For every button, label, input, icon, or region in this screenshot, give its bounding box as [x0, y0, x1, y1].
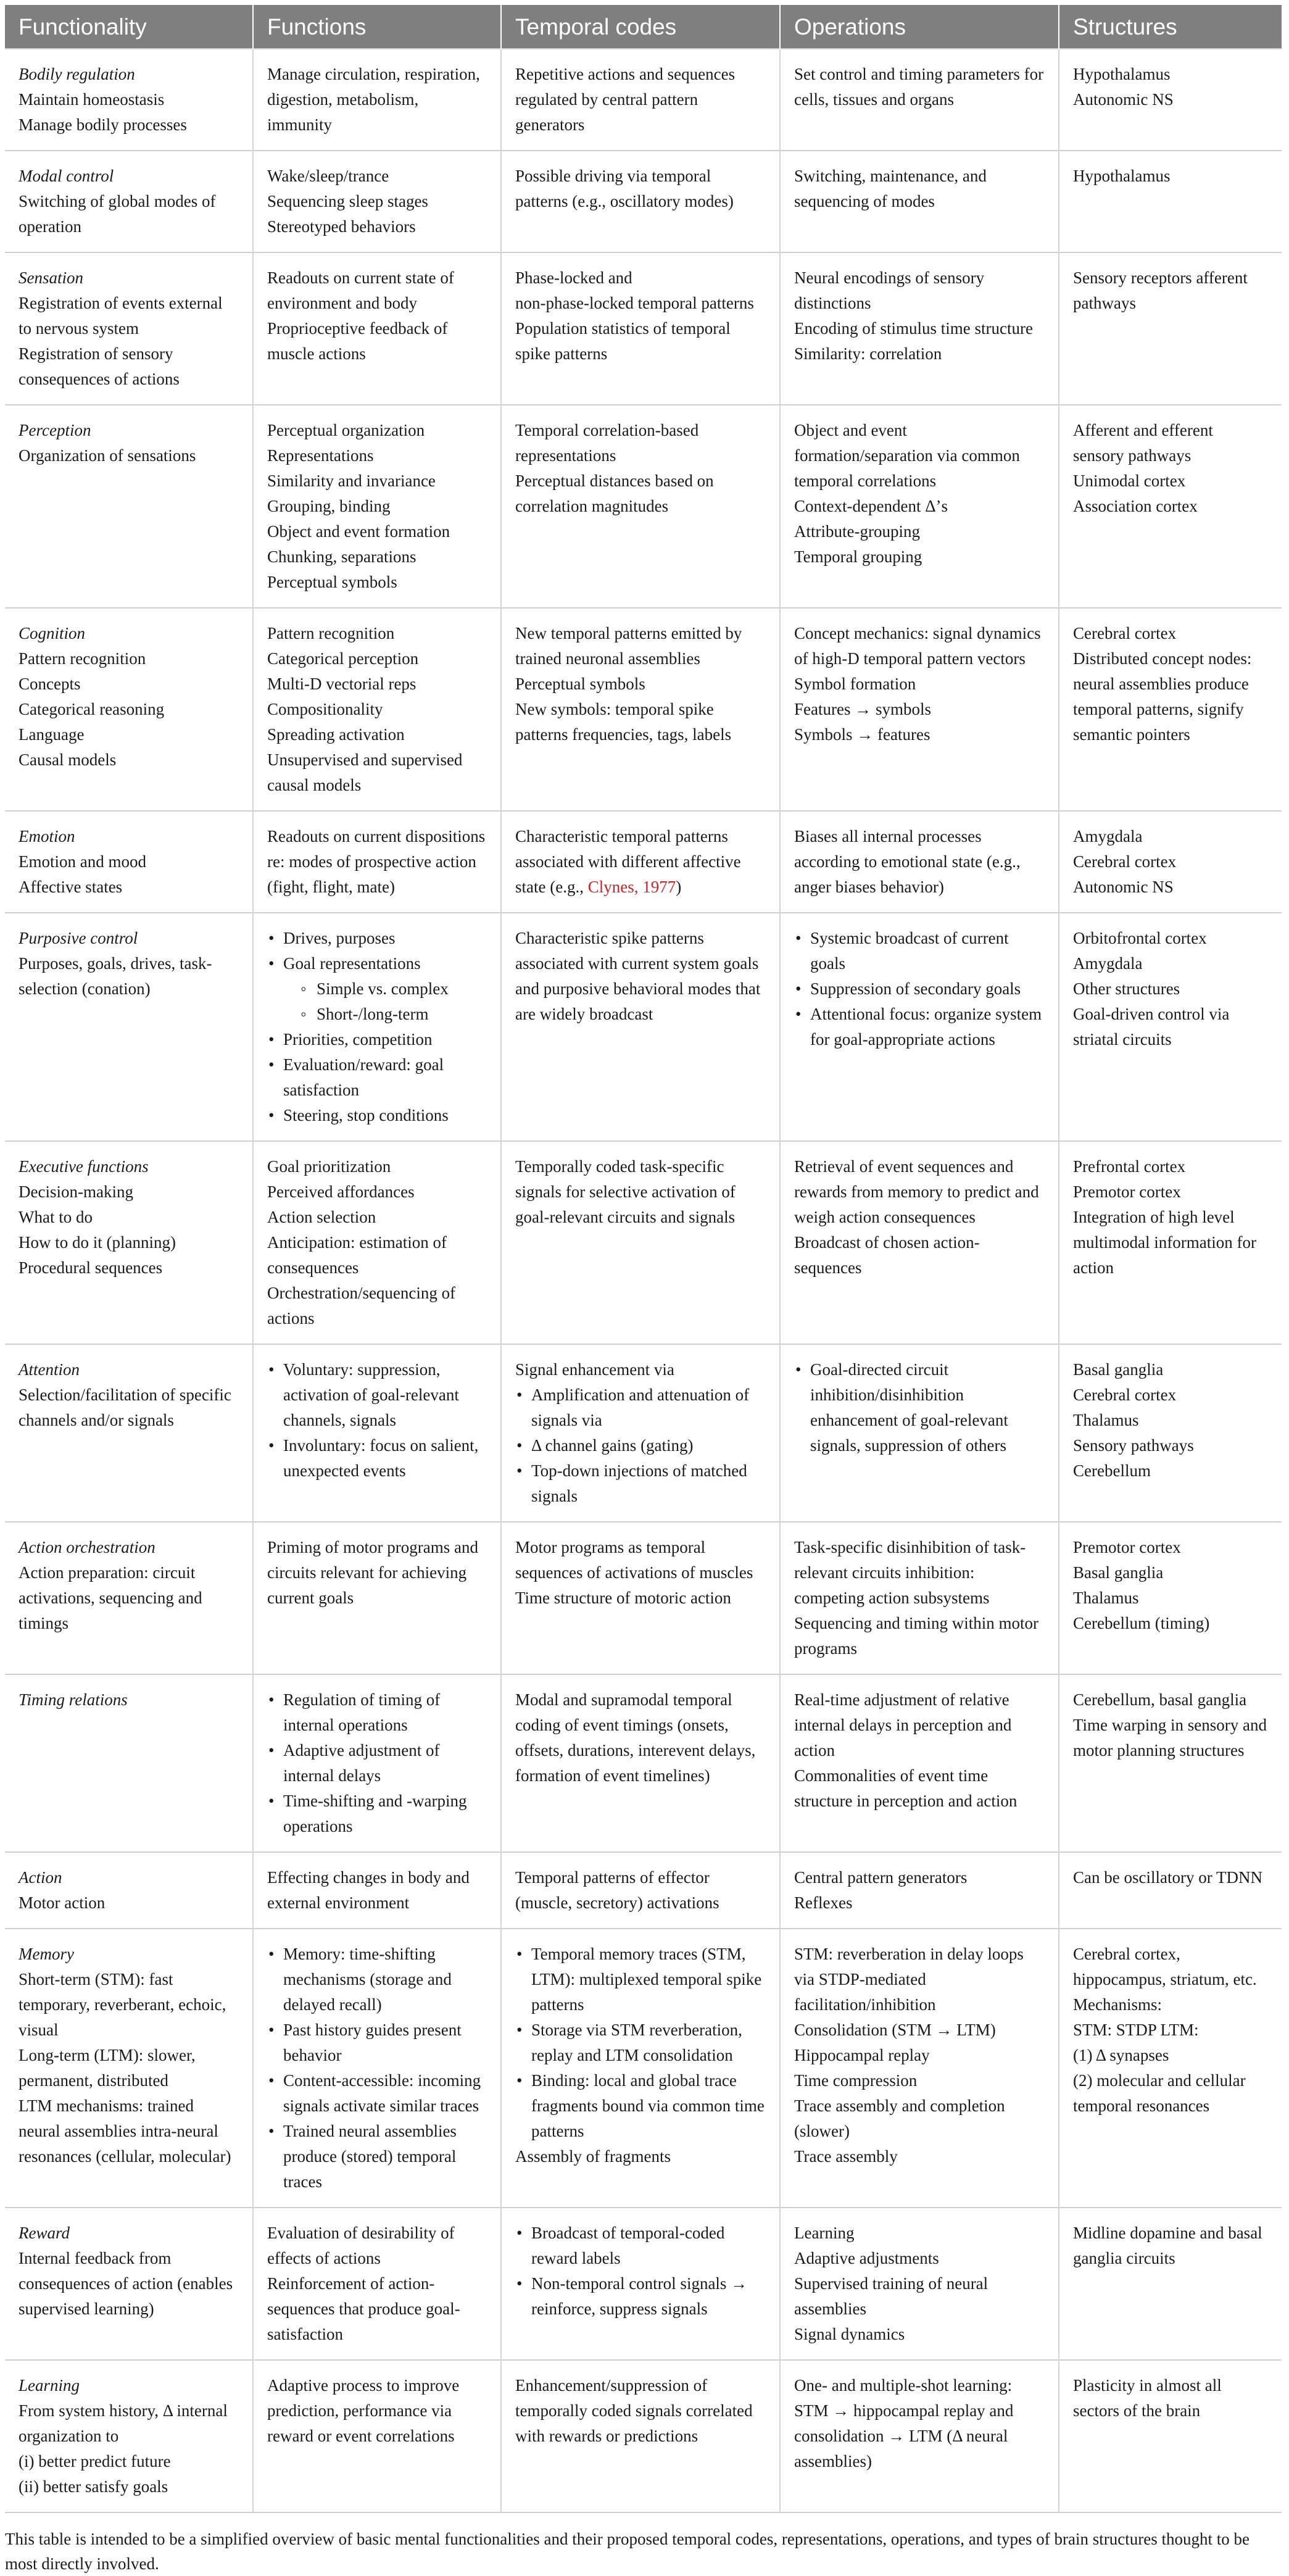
header-temporal-codes: Temporal codes — [501, 5, 780, 49]
cell-line: Autonomic NS — [1073, 878, 1174, 896]
cell-line: Assembly of fragments — [515, 2147, 671, 2166]
table-row — [5, 608, 1282, 811]
cell-structures — [1059, 151, 1282, 252]
cell-line: Temporal grouping — [794, 547, 922, 566]
cell-line: Concept mechanics: signal dynamics of high-D temporal pattern vectors — [794, 624, 1041, 668]
cell-line: Unsupervised and supervised causal models — [267, 750, 463, 794]
functionality-line: Pattern recognition — [19, 649, 146, 668]
cell-structures — [1059, 49, 1282, 151]
functionality-line: How to do it (planning) — [19, 1233, 176, 1252]
table-row — [5, 1674, 1282, 1852]
cell-line: Consolidation (STM → LTM) — [794, 2021, 996, 2039]
functionality-category: Perception — [19, 421, 91, 439]
cell-line: Commonalities of event time structure in perception and action — [794, 1766, 1018, 1810]
cell-line: Similarity: correlation — [794, 344, 942, 363]
header-functions: Functions — [253, 5, 501, 49]
cell-temporal-codes — [501, 2208, 780, 2360]
citation-link[interactable]: Clynes, 1977 — [587, 878, 676, 896]
functionality-category: Memory — [19, 1945, 74, 1963]
cell-operations — [780, 1674, 1059, 1852]
cell-functions — [253, 151, 501, 252]
cell-temporal-codes — [501, 1344, 780, 1522]
cell-line: Context-dependent Δ’s — [794, 497, 948, 515]
cell-line: Hypothalamus — [1073, 65, 1171, 83]
cell-line: Time structure of motoric action — [515, 1589, 731, 1607]
cell-text: ) — [676, 878, 682, 896]
cell-line: STM: STDP LTM: — [1073, 2021, 1199, 2039]
bullet-item: • Memory: time-shifting mechanisms (storage and delayed recall) — [267, 1942, 487, 2017]
cell-functionality — [5, 1674, 253, 1852]
functionality-line: Switching of global modes of operation — [19, 192, 216, 236]
table-header — [5, 5, 1282, 49]
cell-line: Set control and timing parameters for cells, tissues and organs — [794, 65, 1044, 109]
cell-line: Attribute-grouping — [794, 522, 920, 541]
functionality-line: Internal feedback from consequences of action (enables supervised learning) — [19, 2249, 233, 2318]
functionality-category: Action orchestration — [19, 1538, 155, 1556]
cell-operations — [780, 151, 1059, 252]
cell-line: Reinforcement of action-sequences that produce goal-satisfaction — [267, 2274, 460, 2343]
cell-line: Cerebellum, basal ganglia — [1073, 1690, 1247, 1709]
cell-line: Perceptual symbols — [267, 573, 397, 591]
cell-functionality — [5, 252, 253, 405]
cell-line: Temporal patterns of effector (muscle, secretory) activations — [515, 1868, 719, 1912]
cell-functionality — [5, 1344, 253, 1522]
cell-line: Pattern recognition — [267, 624, 395, 642]
cell-line: Characteristic spike patterns associated with current system goals and purposive behavioral modes that are widely broadcast — [515, 929, 761, 1023]
cell-line: Multi-D vectorial reps — [267, 675, 417, 693]
cell-line: Readouts on current state of environment and body — [267, 268, 454, 312]
bullet-item: • Broadcast of temporal-coded reward labels — [515, 2221, 766, 2271]
cell-functions — [253, 49, 501, 151]
bullet-item: • Goal-directed circuit inhibition/disinhibition enhancement of goal-relevant signals, suppression of others — [794, 1357, 1045, 1458]
cell-structures — [1059, 1344, 1282, 1522]
cell-line: Effecting changes in body and external environment — [267, 1868, 470, 1912]
cell-functionality — [5, 1852, 253, 1929]
cell-temporal-codes — [501, 1674, 780, 1852]
table-row — [5, 252, 1282, 405]
cell-line: Amygdala — [1073, 827, 1143, 846]
cell-line: Cerebral cortex — [1073, 852, 1177, 871]
cell-operations — [780, 811, 1059, 913]
cell-line: Supervised training of neural assemblies — [794, 2274, 989, 2318]
functionality-category: Purposive control — [19, 929, 138, 947]
table-row — [5, 1344, 1282, 1522]
cell-line: Goal prioritization — [267, 1157, 391, 1176]
functionality-category: Bodily regulation — [19, 65, 135, 83]
cell-line — [515, 824, 766, 900]
cell-temporal-codes — [501, 811, 780, 913]
header-structures: Structures — [1059, 5, 1282, 49]
cell-line: Central pattern generators — [794, 1868, 968, 1887]
table-row — [5, 49, 1282, 151]
cell-operations — [780, 1141, 1059, 1344]
bullet-item: • Non-temporal control signals → reinforce, suppress signals — [515, 2271, 766, 2322]
functionality-line: Registration of sensory consequences of actions — [19, 344, 180, 388]
functionality-line: Language — [19, 725, 85, 744]
cell-line: Sensory receptors afferent pathways — [1073, 268, 1248, 312]
cell-line: Cerebral cortex — [1073, 624, 1177, 642]
cell-structures — [1059, 1929, 1282, 2208]
cell-line: Possible driving via temporal patterns (e.g., oscillatory modes) — [515, 167, 734, 210]
cell-line: Distributed concept nodes: neural assemblies produce temporal patterns, signify semantic pointers — [1073, 649, 1252, 744]
functionality-category: Attention — [19, 1360, 80, 1379]
functionality-line: What to do — [19, 1208, 93, 1226]
cell-functionality — [5, 811, 253, 913]
bullet-item: • Voluntary: suppression, activation of goal-relevant channels, signals — [267, 1357, 487, 1433]
cell-temporal-codes — [501, 49, 780, 151]
bullet-item: • Regulation of timing of internal operations — [267, 1687, 487, 1738]
cell-line: Manage circulation, respiration, digestion, metabolism, immunity — [267, 65, 480, 134]
cell-functions — [253, 1852, 501, 1929]
table-row — [5, 151, 1282, 252]
cell-line: Goal-driven control via striatal circuits — [1073, 1005, 1230, 1049]
functionality-line: LTM mechanisms: trained neural assemblies intra-neural resonances (cellular, molecular) — [19, 2096, 231, 2166]
functionality-line: Purposes, goals, drives, task-selection (conation) — [19, 954, 212, 998]
cell-line: Perceptual distances based on correlation magnitudes — [515, 472, 714, 515]
cell-line: Object and event formation/separation via common temporal correlations — [794, 421, 1020, 490]
functionality-category: Reward — [19, 2224, 70, 2242]
bullet-item: • Past history guides present behavior — [267, 2017, 487, 2068]
cell-line: (2) molecular and cellular temporal resonances — [1073, 2071, 1246, 2115]
cell-functionality — [5, 405, 253, 608]
cell-line: Anticipation: estimation of consequences — [267, 1233, 447, 1277]
cell-line: STM: reverberation in delay loops via STDP-mediated facilitation/inhibition — [794, 1945, 1024, 2014]
bullet-item: • Evaluation/reward: goal satisfaction — [267, 1052, 487, 1103]
cell-functions — [253, 913, 501, 1141]
bullet-item: • Systemic broadcast of current goals — [794, 926, 1045, 976]
bullet-item: • Content-accessible: incoming signals activate similar traces — [267, 2068, 487, 2119]
sub-bullet-item: ◦ Short-/long-term — [267, 1002, 487, 1027]
cell-line: Symbols → features — [794, 725, 930, 744]
functionality-line: Categorical reasoning — [19, 700, 165, 718]
cell-temporal-codes — [501, 1929, 780, 2208]
functionality-category: Modal control — [19, 167, 114, 185]
bullet-item: • Top-down injections of matched signals — [515, 1458, 766, 1509]
cell-functions — [253, 1141, 501, 1344]
functionality-category: Emotion — [19, 827, 75, 846]
cell-functions — [253, 1929, 501, 2208]
cell-line: Association cortex — [1073, 497, 1198, 515]
cell-structures — [1059, 405, 1282, 608]
cell-line: Mechanisms: — [1073, 1995, 1162, 2014]
cell-temporal-codes — [501, 151, 780, 252]
bullet-item: • Time-shifting and -warping operations — [267, 1789, 487, 1839]
functionality-line: Maintain homeostasis — [19, 90, 165, 109]
cell-functionality — [5, 1522, 253, 1674]
cell-line: Temporal correlation-based representations — [515, 421, 699, 465]
cell-temporal-codes — [501, 252, 780, 405]
cell-line: Chunking, separations — [267, 547, 417, 566]
table-row — [5, 1522, 1282, 1674]
table-row — [5, 811, 1282, 913]
cell-line: Other structures — [1073, 979, 1180, 998]
cell-functions — [253, 608, 501, 811]
cell-functions — [253, 811, 501, 913]
cell-line: Premotor cortex — [1073, 1182, 1181, 1201]
table-row — [5, 2360, 1282, 2512]
functionality-category: Executive functions — [19, 1157, 149, 1176]
functionality-line: Emotion and mood — [19, 852, 146, 871]
bullet-item: • Priorities, competition — [267, 1027, 487, 1052]
cell-line: Motor programs as temporal sequences of activations of muscles — [515, 1538, 753, 1582]
cell-line: Midline dopamine and basal ganglia circuits — [1073, 2224, 1262, 2267]
cell-line: Unimodal cortex — [1073, 472, 1186, 490]
bullet-item: • Goal representations — [267, 951, 487, 976]
cell-line: Cerebellum — [1073, 1461, 1151, 1480]
cell-line: Phase-locked and — [515, 268, 632, 287]
cell-temporal-codes — [501, 405, 780, 608]
cell-line: Biases all internal processes according to emotional state (e.g., anger biases behavior) — [794, 827, 1021, 896]
cell-temporal-codes — [501, 2360, 780, 2512]
bullet-item: • Suppression of secondary goals — [794, 976, 1045, 1002]
table-row — [5, 1141, 1282, 1344]
functionality-category: Timing relations — [19, 1690, 128, 1709]
cell-line: (1) Δ synapses — [1073, 2046, 1169, 2064]
cell-line: Basal ganglia — [1073, 1360, 1164, 1379]
cell-structures — [1059, 2360, 1282, 2512]
header-functionality: Functionality — [5, 5, 253, 49]
cell-line: New temporal patterns emitted by trained neuronal assemblies — [515, 624, 742, 668]
functionality-line: Procedural sequences — [19, 1258, 163, 1277]
cell-structures — [1059, 1674, 1282, 1852]
cell-functionality — [5, 1929, 253, 2208]
cell-line: Cerebral cortex, hippocampus, striatum, etc. — [1073, 1945, 1257, 1988]
table-body — [5, 49, 1282, 2512]
cell-line: Orbitofrontal cortex — [1073, 929, 1207, 947]
functionality-line: Causal models — [19, 750, 117, 769]
functionality-line: (ii) better satisfy goals — [19, 2477, 168, 2496]
bullet-item: • Adaptive adjustment of internal delays — [267, 1738, 487, 1789]
functionality-line: Selection/facilitation of specific channels and/or signals — [19, 1386, 231, 1429]
cell-functionality — [5, 1141, 253, 1344]
bullet-item: • Binding: local and global trace fragments bound via common time patterns — [515, 2068, 766, 2144]
cell-line: Readouts on current dispositions re: modes of prospective action (fight, flight, mate) — [267, 827, 486, 896]
cell-structures — [1059, 1852, 1282, 1929]
functionality-table — [5, 5, 1282, 2513]
bullet-item: • Temporal memory traces (STM, LTM): multiplexed temporal spike patterns — [515, 1942, 766, 2017]
cell-line: Priming of motor programs and circuits relevant for achieving current goals — [267, 1538, 478, 1607]
cell-operations — [780, 1344, 1059, 1522]
cell-line: Cerebral cortex — [1073, 1386, 1177, 1404]
cell-line: Encoding of stimulus time structure — [794, 319, 1033, 338]
cell-functions — [253, 2208, 501, 2360]
cell-line: Features → symbols — [794, 700, 931, 718]
cell-line: Action selection — [267, 1208, 376, 1226]
cell-line: Broadcast of chosen action-sequences — [794, 1233, 980, 1277]
bullet-item: • Attentional focus: organize system for goal-appropriate actions — [794, 1002, 1045, 1052]
table-row — [5, 2208, 1282, 2360]
cell-line: Enhancement/suppression of temporally coded signals correlated with rewards or predictions — [515, 2376, 753, 2445]
cell-line: Repetitive actions and sequences regulated by central pattern generators — [515, 65, 736, 134]
table-row — [5, 405, 1282, 608]
cell-line: Hypothalamus — [1073, 167, 1171, 185]
cell-line: Signal enhancement via — [515, 1360, 674, 1379]
cell-line: Time compression — [794, 2071, 918, 2090]
cell-structures — [1059, 608, 1282, 811]
cell-functionality — [5, 151, 253, 252]
cell-line: Amygdala — [1073, 954, 1143, 973]
cell-line: Grouping, binding — [267, 497, 391, 515]
cell-line: Integration of high level multimodal information for action — [1073, 1208, 1256, 1277]
cell-operations — [780, 913, 1059, 1141]
cell-line: Orchestration/sequencing of actions — [267, 1284, 456, 1327]
cell-line: Neural encodings of sensory distinctions — [794, 268, 985, 312]
cell-line: Population statistics of temporal spike patterns — [515, 319, 731, 363]
table-row — [5, 913, 1282, 1141]
functionality-category: Sensation — [19, 268, 83, 287]
cell-operations — [780, 1522, 1059, 1674]
functionality-line: Action preparation: circuit activations, sequencing and timings — [19, 1563, 202, 1632]
cell-operations — [780, 252, 1059, 405]
cell-functionality — [5, 608, 253, 811]
cell-functionality — [5, 49, 253, 151]
cell-line: Learning — [794, 2224, 855, 2242]
cell-line: Adaptive process to improve prediction, performance via reward or event correlations — [267, 2376, 460, 2445]
cell-temporal-codes — [501, 608, 780, 811]
cell-line: Proprioceptive feedback of muscle actions — [267, 319, 448, 363]
header-operations: Operations — [780, 5, 1059, 49]
cell-line: Representations — [267, 446, 374, 465]
cell-temporal-codes — [501, 1852, 780, 1929]
bullet-item: • Trained neural assemblies produce (stored) temporal traces — [267, 2119, 487, 2195]
cell-line: Sensory pathways — [1073, 1436, 1194, 1455]
cell-line: Plasticity in almost all sectors of the brain — [1073, 2376, 1222, 2420]
bullet-item: • Δ channel gains (gating) — [515, 1433, 766, 1458]
cell-line: Reflexes — [794, 1893, 853, 1912]
cell-line: Can be oscillatory or TDNN — [1073, 1868, 1262, 1887]
cell-line: Time warping in sensory and motor planning structures — [1073, 1716, 1267, 1760]
functionality-line: From system history, Δ internal organization to — [19, 2401, 228, 2445]
cell-line: Basal ganglia — [1073, 1563, 1164, 1582]
cell-line: Similarity and invariance — [267, 472, 436, 490]
cell-line: Perceptual organization — [267, 421, 425, 439]
cell-functions — [253, 405, 501, 608]
functionality-line: Short-term (STM): fast temporary, reverberant, echoic, visual — [19, 1970, 226, 2039]
cell-line: Task-specific disinhibition of task-relevant circuits inhibition: competing action subsystems — [794, 1538, 1026, 1607]
cell-temporal-codes — [501, 913, 780, 1141]
cell-line: Thalamus — [1073, 1589, 1139, 1607]
functionality-category: Action — [19, 1868, 62, 1887]
cell-line: Modal and supramodal temporal coding of event timings (onsets, offsets, durations, interevent delays, formation of event timelines) — [515, 1690, 756, 1785]
cell-line: One- and multiple-shot learning: STM → hippocampal replay and consolidation → LTM (Δ neural assemblies) — [794, 2376, 1014, 2470]
table-footnote: This table is intended to be a simplified overview of basic mental functionalities and their proposed temporal codes, representations, operations, and types of brain structures thought to be most directly involved. — [5, 2530, 1250, 2573]
cell-line: Sequencing and timing within motor programs — [794, 1614, 1038, 1658]
cell-operations — [780, 405, 1059, 608]
cell-functions — [253, 2360, 501, 2512]
cell-line: Thalamus — [1073, 1411, 1139, 1429]
functionality-category: Learning — [19, 2376, 80, 2395]
cell-line: Categorical perception — [267, 649, 419, 668]
cell-line: Trace assembly — [794, 2147, 898, 2166]
cell-line: non-phase-locked temporal patterns — [515, 294, 754, 312]
cell-line: Perceptual symbols — [515, 675, 645, 693]
functionality-line: Organization of sensations — [19, 446, 196, 465]
table-row — [5, 1929, 1282, 2208]
cell-line: Adaptive adjustments — [794, 2249, 939, 2267]
cell-temporal-codes — [501, 1522, 780, 1674]
functionality-line: (i) better predict future — [19, 2452, 171, 2470]
cell-temporal-codes — [501, 1141, 780, 1344]
cell-operations — [780, 49, 1059, 151]
cell-operations — [780, 608, 1059, 811]
cell-line: Switching, maintenance, and sequencing of modes — [794, 167, 987, 210]
functionality-line: Decision-making — [19, 1182, 133, 1201]
bullet-item: • Steering, stop conditions — [267, 1103, 487, 1128]
header-row — [5, 5, 1282, 49]
cell-line: Signal dynamics — [794, 2325, 905, 2343]
cell-functions — [253, 1522, 501, 1674]
functionality-line: Concepts — [19, 675, 81, 693]
cell-functions — [253, 252, 501, 405]
cell-functionality — [5, 2208, 253, 2360]
cell-line: Perceived affordances — [267, 1182, 415, 1201]
cell-line: Temporally coded task-specific signals for selective activation of goal-relevant circuits and signals — [515, 1157, 736, 1226]
cell-line: Sequencing sleep stages — [267, 192, 428, 210]
cell-line: Autonomic NS — [1073, 90, 1174, 109]
cell-structures — [1059, 1522, 1282, 1674]
cell-line: Hippocampal replay — [794, 2046, 930, 2064]
functionality-category: Cognition — [19, 624, 86, 642]
bullet-item: • Drives, purposes — [267, 926, 487, 951]
cell-line: Afferent and efferent sensory pathways — [1073, 421, 1213, 465]
cell-structures — [1059, 811, 1282, 913]
cell-functions — [253, 1344, 501, 1522]
sub-bullet-item: ◦ Simple vs. complex — [267, 976, 487, 1002]
cell-line: Evaluation of desirability of effects of actions — [267, 2224, 455, 2267]
functionality-line: Motor action — [19, 1893, 106, 1912]
cell-functionality — [5, 2360, 253, 2512]
cell-line: Stereotyped behaviors — [267, 217, 416, 236]
cell-structures — [1059, 913, 1282, 1141]
cell-line: Object and event formation — [267, 522, 450, 541]
cell-text: Characteristic temporal patterns associated with different affective state (e.g., — [515, 827, 741, 896]
cell-structures — [1059, 252, 1282, 405]
bullet-item: • Storage via STM reverberation, replay and LTM consolidation — [515, 2017, 766, 2068]
cell-line: Symbol formation — [794, 675, 916, 693]
cell-structures — [1059, 1141, 1282, 1344]
cell-line: Premotor cortex — [1073, 1538, 1181, 1556]
cell-line: New symbols: temporal spike patterns frequencies, tags, labels — [515, 700, 732, 744]
cell-functionality — [5, 913, 253, 1141]
cell-operations — [780, 2360, 1059, 2512]
cell-line: Cerebellum (timing) — [1073, 1614, 1210, 1632]
bullet-item: • Involuntary: focus on salient, unexpected events — [267, 1433, 487, 1484]
bullet-item: • Amplification and attenuation of signals via — [515, 1382, 766, 1433]
cell-operations — [780, 1852, 1059, 1929]
functionality-line: Affective states — [19, 878, 123, 896]
cell-line: Compositionality — [267, 700, 383, 718]
cell-line: Prefrontal cortex — [1073, 1157, 1186, 1176]
cell-line: Retrieval of event sequences and rewards from memory to predict and weigh action consequences — [794, 1157, 1039, 1226]
table-row — [5, 1852, 1282, 1929]
functionality-line: Manage bodily processes — [19, 115, 187, 134]
cell-line: Real-time adjustment of relative internal delays in perception and action — [794, 1690, 1012, 1760]
cell-functions — [253, 1674, 501, 1852]
cell-line: Trace assembly and completion (slower) — [794, 2096, 1005, 2140]
functionality-line: Registration of events external to nervous system — [19, 294, 223, 338]
cell-line: Spreading activation — [267, 725, 405, 744]
cell-operations — [780, 1929, 1059, 2208]
cell-operations — [780, 2208, 1059, 2360]
functionality-line: Long-term (LTM): slower, permanent, distributed — [19, 2046, 196, 2090]
cell-structures — [1059, 2208, 1282, 2360]
cell-line: Wake/sleep/trance — [267, 167, 389, 185]
